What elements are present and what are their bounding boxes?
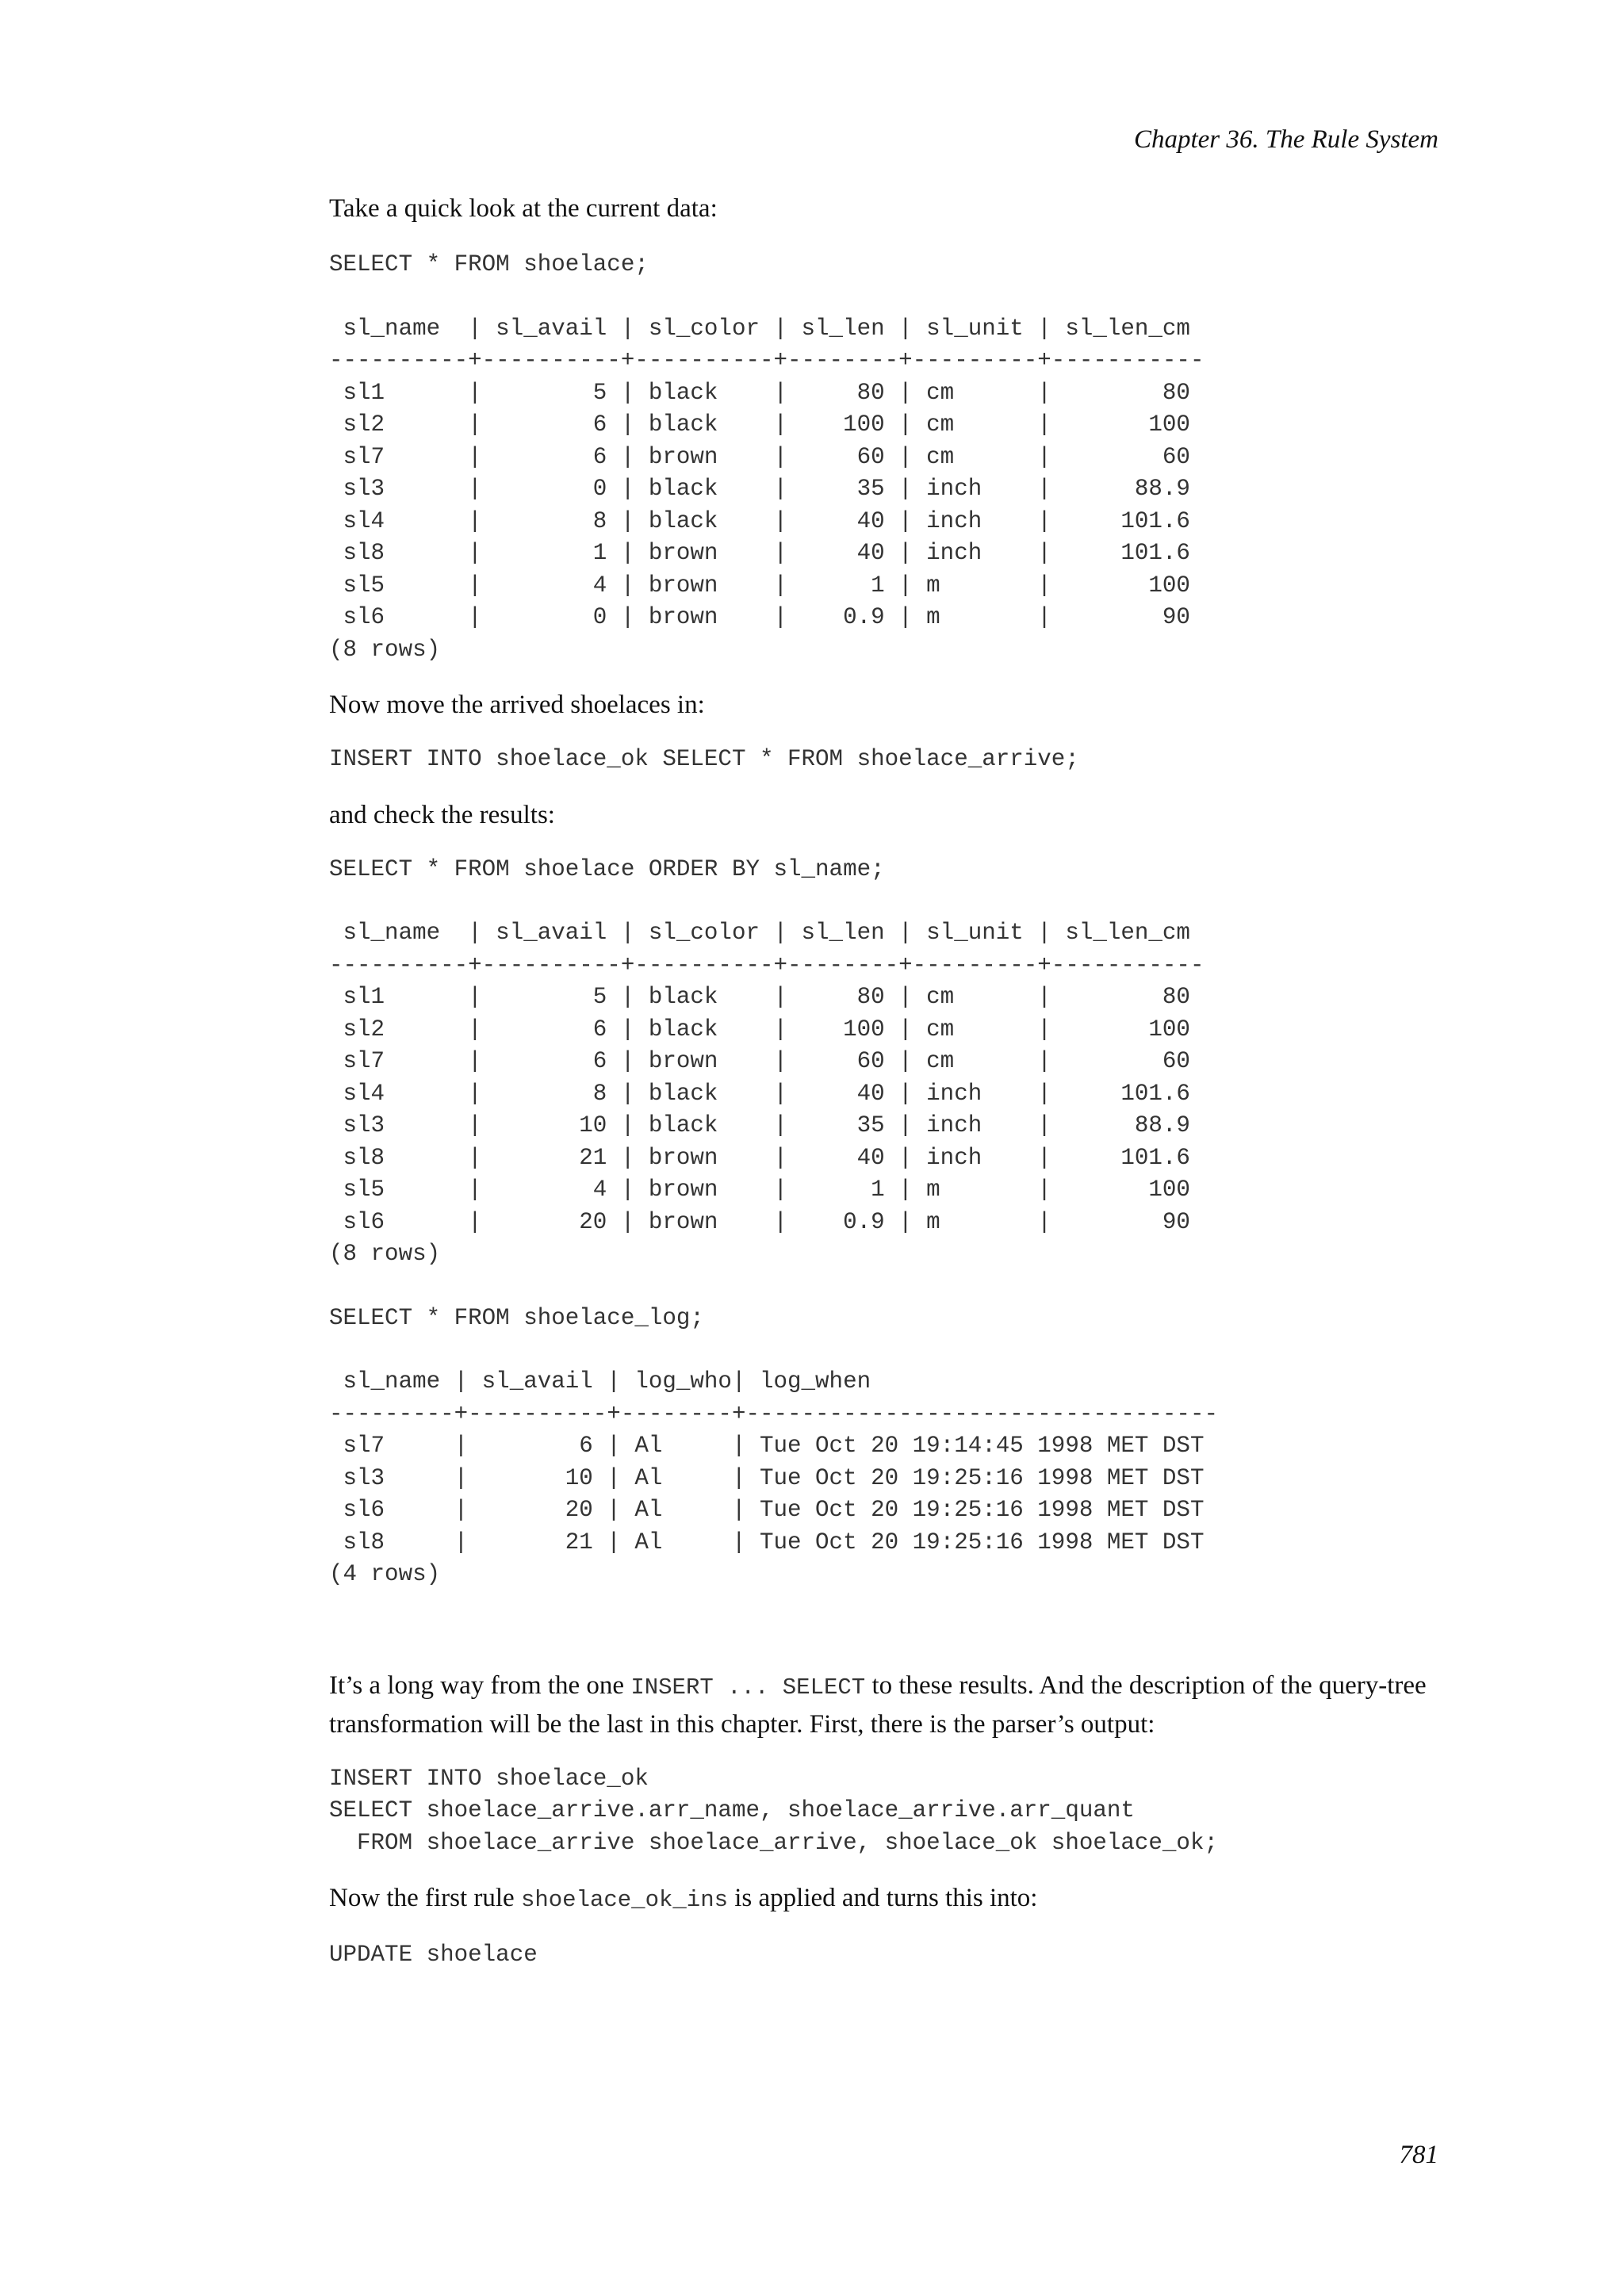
paragraph-move-shoelaces: Now move the arrived shoelaces in: — [329, 691, 705, 719]
paragraph-check-results: and check the results: — [329, 800, 555, 829]
code-select-shoelace-log: SELECT * FROM shoelace_log; — [329, 1304, 704, 1331]
paragraph-current-data: Take a quick look at the current data: — [329, 194, 718, 223]
paragraph-long-way-text-1: It’s a long way from the one — [329, 1670, 631, 1700]
page-number: 781 — [1399, 2141, 1438, 2169]
inline-code-insert-select: INSERT ... SELECT — [630, 1674, 866, 1701]
code-insert-shoelace-ok: INSERT INTO shoelace_ok SELECT * FROM shoelace_arrive; — [329, 746, 1079, 772]
code-parser-output: INSERT INTO shoelace_ok SELECT shoelace_arrive.arr_name, shoelace_arrive.arr_quant FROM shoelace_arrive shoelace_arrive, shoelace_ok shoelace_ok; — [329, 1765, 1218, 1856]
paragraph-first-rule-text-1: Now the first rule — [329, 1884, 521, 1912]
result-table-shoelace-after: sl_name | sl_avail | sl_color | sl_len | sl_unit | sl_len_cm ----------+----------+----------+--------+---------+----------- sl1 | 5 | black | 80 | cm | 80 sl2 | 6 | black | 100 | cm | 100 sl7 | 6 | brown | 60 | cm | 60 sl4 | 8 | black | 40 | inch | 101.6 sl3 | 10 | black | 35 | inch | 88.9 sl8 | 21 | brown | 40 | inch | 101.6 sl5 | 4 | brown | 1 | m | 100 sl6 | 20 | brown | 0.9 | m | 90 (8 rows) — [329, 920, 1205, 1267]
paragraph-first-rule — [329, 1880, 1439, 1919]
paragraph-long-way — [329, 1667, 1439, 1743]
result-table-shoelace-log: sl_name | sl_avail | log_who| log_when ---------+----------+--------+---------------------------------- sl7 | 6 | Al | Tue Oct 20 19:14:45 1998 MET DST sl3 | 10 | Al | Tue Oct 20 19:25:16 1998 MET DST sl6 | 20 | Al | Tue Oct 20 19:25:16 1998 MET DST sl8 | 21 | Al | Tue Oct 20 19:25:16 1998 MET DST (4 rows) — [329, 1368, 1218, 1587]
running-header: Chapter 36. The Rule System — [1133, 125, 1438, 154]
result-table-shoelace-before: sl_name | sl_avail | sl_color | sl_len | sl_unit | sl_len_cm ----------+----------+----------+--------+---------+----------- sl1 | 5 | black | 80 | cm | 80 sl2 | 6 | black | 100 | cm | 100 sl7 | 6 | brown | 60 | cm | 60 sl3 | 0 | black | 35 | inch | 88.9 sl4 | 8 | black | 40 | inch | 101.6 sl8 | 1 | brown | 40 | inch | 101.6 sl5 | 4 | brown | 1 | m | 100 sl6 | 0 | brown | 0.9 | m | 90 (8 rows) — [329, 315, 1205, 663]
code-update-shoelace: UPDATE shoelace — [329, 1942, 538, 1968]
page-content — [329, 190, 1439, 1972]
inline-code-rule-name: shoelace_ok_ins — [520, 1887, 728, 1913]
paragraph-long-way-text-2: to these results. And the description of the query-tree transformation will be the last in this chapter. First, there is the parser’s output: — [329, 1670, 1427, 1739]
code-select-shoelace-ordered: SELECT * FROM shoelace ORDER BY sl_name; — [329, 855, 885, 882]
code-select-shoelace: SELECT * FROM shoelace; — [329, 251, 649, 277]
paragraph-first-rule-text-2: is applied and turns this into: — [728, 1884, 1038, 1912]
